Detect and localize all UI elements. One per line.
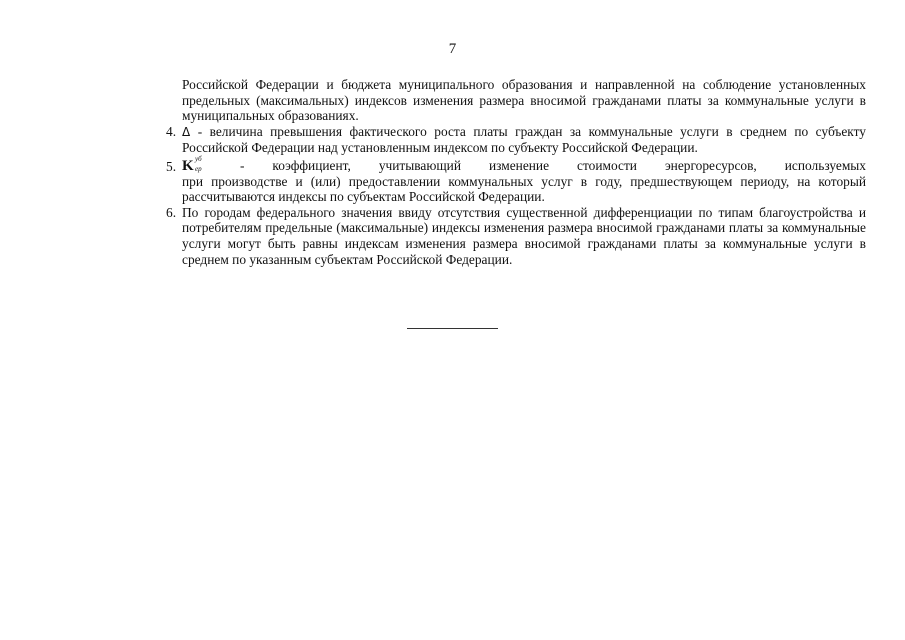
list-item-5 [166, 154, 866, 205]
coefficient-formula [182, 154, 210, 174]
word: - [239, 157, 245, 173]
list-item-6 [166, 204, 866, 267]
formula-base: K [182, 157, 193, 174]
item-number: 5. [166, 158, 177, 174]
formula-superscript: уб [195, 154, 202, 163]
end-divider-line [407, 328, 498, 329]
word: энергоресурсов, [664, 157, 757, 173]
word: стоимости [577, 157, 637, 173]
word: учитывающий [378, 157, 461, 173]
formula-subscript: ер [195, 164, 202, 173]
word: коэффициент, [272, 157, 351, 173]
item-text: - величина превышения фактического роста платы граждан за коммунальные услуги в среднем по субъекту Российской Федерации над установленным индексом по субъекту Российской Федерации. [182, 123, 866, 156]
word: используемых [784, 157, 866, 173]
delta-symbol: Δ [182, 124, 191, 139]
list-item-4 [166, 123, 866, 156]
item-text: По городам федерального значения ввиду отсутствия существенной дифференциации по типам благоустройства и потребителям предельные (максимальные) индексы изменения размера вносимой гражданами платы за коммунальные услуги могут быть равны индексам изменения размера вносимой гражданами платы за коммунальные услуги в среднем по указанным субъектам Российской Федерации. [182, 204, 866, 267]
page-number: 7 [448, 41, 457, 57]
item-first-line [182, 154, 866, 174]
intro-paragraph: Российской Федерации и бюджета муниципального образования и направленной на соблюдение установленных предельных (максимальных) индексов изменения размера вносимой гражданами платы за коммунальные услуги в муниципальных образованиях. [182, 77, 866, 124]
item-number: 6. [166, 204, 177, 220]
word: изменение [488, 157, 550, 173]
item-number: 4. [166, 123, 177, 139]
item-text: при производстве и (или) предоставлении коммунальных услуг в году, предшествующем периоду, на который рассчитываются индексы по субъектам Российской Федерации. [182, 173, 866, 205]
document-body [166, 77, 866, 267]
